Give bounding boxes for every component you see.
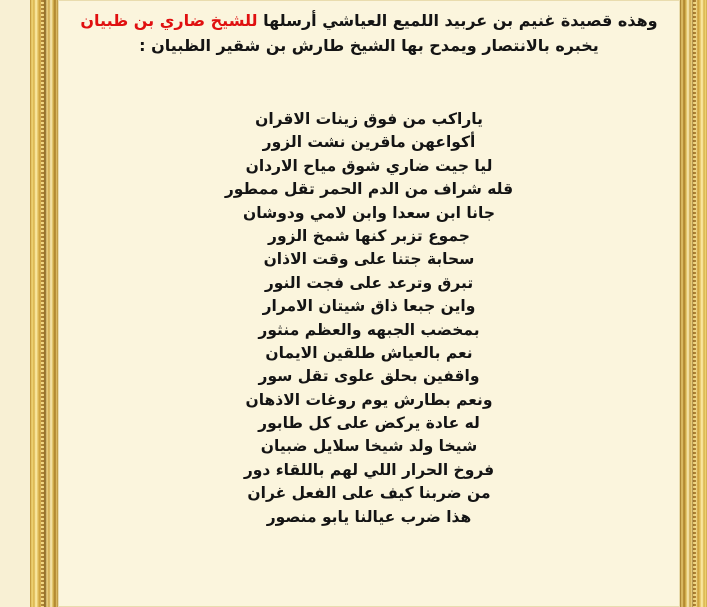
poem-line: سحابة جتنا على وقت الاذان xyxy=(263,250,475,269)
intro-highlight-sheikh-dhari: للشيخ ضاري xyxy=(159,11,258,30)
poem-line: هذا ضرب عيالنا يابو منصور xyxy=(266,507,472,526)
poem-line: ياراكب من فوق زينات الاقران xyxy=(255,110,483,128)
poem-line: واين جبعا ذاق شيتان الامرار xyxy=(262,297,476,316)
poem-line: جموع تزبر كنها شمخ الزور xyxy=(268,226,470,245)
poem-line: شيخا ولد شيخا سلايل ضبيان xyxy=(260,437,478,456)
poem-line: قله شراف من الدم الحمر تقل ممطور xyxy=(224,180,514,199)
poem-line: بمخضب الجبهه والعظم منثور xyxy=(258,320,480,339)
intro-text-part3: يخبره بالانتصار ويمدح بها الشيخ طارش بن شقير الظبيان : xyxy=(139,36,599,55)
poem-line: له عادة يركض على كل طابور xyxy=(258,414,480,433)
poem-line: فروخ الحرار اللي لهم باللقاء دور xyxy=(243,460,495,479)
poem-line: جانا ابن سعدا وابن لامي ودوشان xyxy=(242,203,495,222)
right-ornamental-frame xyxy=(680,0,707,607)
poem-line: ونعم بطارش يوم روغات الاذهان xyxy=(245,390,493,409)
poem xyxy=(58,108,680,529)
intro-highlight-bin-dhibyan: بن ظبيان xyxy=(80,11,155,30)
intro-paragraph xyxy=(66,8,672,58)
left-ornamental-frame xyxy=(30,0,58,607)
article-panel xyxy=(58,0,680,607)
poem-line: ليا جيت ضاري شوق مياح الاردان xyxy=(245,156,493,175)
poem-line: تبرق وترعد على فجت النور xyxy=(264,273,474,292)
intro-text-part1: وهذه قصيدة غنيم بن عربيد اللميع العياشي أرسلها xyxy=(257,11,658,30)
poem-line: واقفين بحلق علوى تقل سور xyxy=(258,367,480,386)
poem-line: من ضربنا كيف على الفعل غران xyxy=(247,484,491,503)
poem-line: أكواعهن ماقرين نشت الزور xyxy=(262,133,476,152)
poem-line: نعم بالعياش طلقين الايمان xyxy=(265,343,473,362)
